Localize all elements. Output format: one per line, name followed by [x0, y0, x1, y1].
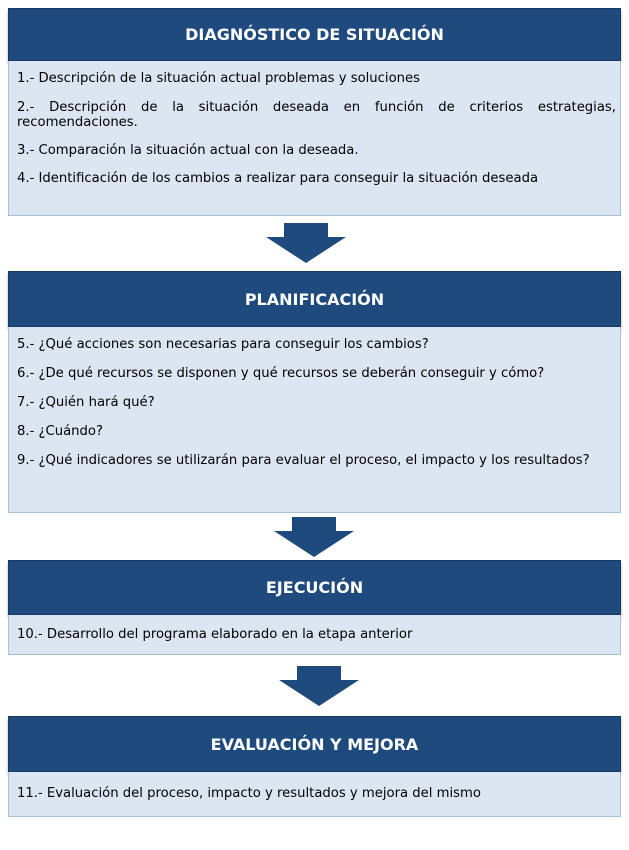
step-8: 8.- ¿Cuándo? [17, 424, 103, 439]
step-1: 1.- Descripción de la situación actual problemas y soluciones [17, 71, 420, 86]
stage-body [8, 61, 621, 216]
step-7: 7.- ¿Quién hará qué? [17, 395, 155, 410]
step-9: 9.- ¿Qué indicadores se utilizarán para evaluar el proceso, el impacto y los resultados? [17, 453, 590, 468]
stage-title: PLANIFICACIÓN [8, 271, 621, 327]
flow-arrow-down-icon [266, 223, 348, 265]
step-6: 6.- ¿De qué recursos se disponen y qué recursos se deberán conseguir y cómo? [17, 366, 545, 381]
flow-arrow-down-icon [274, 517, 356, 559]
step-4: 4.- Identificación de los cambios a realizar para conseguir la situación deseada [17, 171, 539, 186]
stage-evaluacion [8, 716, 621, 817]
step-3: 3.- Comparación la situación actual con la deseada. [17, 143, 359, 158]
stage-title: EVALUACIÓN Y MEJORA [8, 716, 621, 772]
stage-planificacion [8, 271, 621, 513]
stage-body [8, 772, 621, 817]
step-11: 11.- Evaluación del proceso, impacto y resultados y mejora del mismo [17, 786, 481, 801]
flow-arrow-down-icon [279, 666, 361, 708]
stage-body [8, 615, 621, 655]
step-2: 2.- Descripción de la situación deseada en función de criterios estrategias, recomendaciones. [17, 100, 616, 130]
stage-title: DIAGNÓSTICO DE SITUACIÓN [8, 8, 621, 61]
step-5: 5.- ¿Qué acciones son necesarias para conseguir los cambios? [17, 337, 429, 352]
stage-title: EJECUCIÓN [8, 560, 621, 615]
stage-body [8, 327, 621, 513]
stage-diagnostico [8, 8, 621, 216]
stage-ejecucion [8, 560, 621, 655]
step-10: 10.- Desarrollo del programa elaborado en la etapa anterior [17, 627, 413, 642]
